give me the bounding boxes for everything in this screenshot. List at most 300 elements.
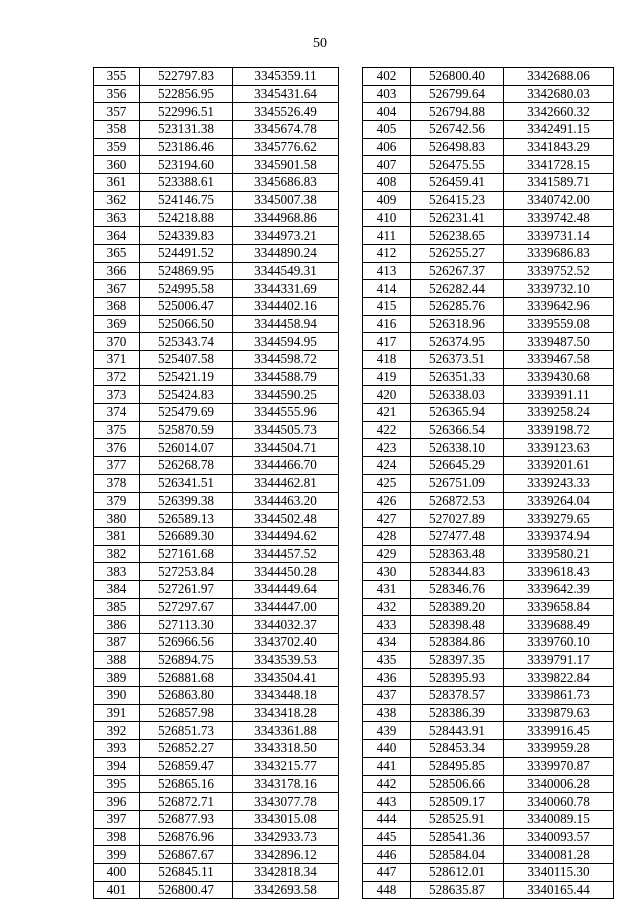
y-coordinate-cell: 3345359.11 (233, 68, 339, 86)
x-coordinate-cell: 526966.56 (140, 634, 233, 652)
point-number-cell: 446 (363, 846, 411, 864)
y-coordinate-cell: 3339264.04 (504, 492, 614, 510)
point-number-cell: 441 (363, 757, 411, 775)
y-coordinate-cell: 3344447.00 (233, 598, 339, 616)
table-row (94, 863, 339, 881)
y-coordinate-cell: 3345901.58 (233, 156, 339, 174)
table-row (363, 757, 614, 775)
point-number-cell: 421 (363, 404, 411, 422)
point-number-cell: 367 (94, 280, 140, 298)
point-number-cell: 393 (94, 740, 140, 758)
x-coordinate-cell: 523388.61 (140, 174, 233, 192)
table-row (363, 598, 614, 616)
y-coordinate-cell: 3345686.83 (233, 174, 339, 192)
point-number-cell: 432 (363, 598, 411, 616)
point-number-cell: 435 (363, 651, 411, 669)
y-coordinate-cell: 3339642.39 (504, 580, 614, 598)
x-coordinate-cell: 528525.91 (411, 810, 504, 828)
x-coordinate-cell: 526872.71 (140, 793, 233, 811)
table-row (363, 156, 614, 174)
point-number-cell: 431 (363, 580, 411, 598)
table-row (363, 262, 614, 280)
point-number-cell: 415 (363, 297, 411, 315)
point-number-cell: 411 (363, 227, 411, 245)
y-coordinate-cell: 3340742.00 (504, 191, 614, 209)
table-row (94, 687, 339, 705)
point-number-cell: 401 (94, 881, 140, 899)
y-coordinate-cell: 3344458.94 (233, 315, 339, 333)
x-coordinate-cell: 526399.38 (140, 492, 233, 510)
table-row (94, 527, 339, 545)
point-number-cell: 413 (363, 262, 411, 280)
table-row (94, 404, 339, 422)
y-coordinate-cell: 3340089.15 (504, 810, 614, 828)
table-row (363, 669, 614, 687)
table-row (94, 810, 339, 828)
x-coordinate-cell: 526845.11 (140, 863, 233, 881)
y-coordinate-cell: 3339658.84 (504, 598, 614, 616)
point-number-cell: 362 (94, 191, 140, 209)
x-coordinate-cell: 527027.89 (411, 510, 504, 528)
table-row (363, 439, 614, 457)
table-row (363, 244, 614, 262)
y-coordinate-cell: 3344457.52 (233, 545, 339, 563)
y-coordinate-cell: 3341843.29 (504, 138, 614, 156)
table-row (363, 810, 614, 828)
point-number-cell: 376 (94, 439, 140, 457)
table-row (94, 457, 339, 475)
table-row (94, 103, 339, 121)
table-row (363, 687, 614, 705)
point-number-cell: 381 (94, 527, 140, 545)
point-number-cell: 416 (363, 315, 411, 333)
x-coordinate-cell: 523186.46 (140, 138, 233, 156)
x-coordinate-cell: 526285.76 (411, 297, 504, 315)
point-number-cell: 369 (94, 315, 140, 333)
x-coordinate-cell: 526794.88 (411, 103, 504, 121)
point-number-cell: 380 (94, 510, 140, 528)
x-coordinate-cell: 528612.01 (411, 863, 504, 881)
y-coordinate-cell: 3344598.72 (233, 351, 339, 369)
y-coordinate-cell: 3339642.96 (504, 297, 614, 315)
point-number-cell: 371 (94, 351, 140, 369)
y-coordinate-cell: 3342933.73 (233, 828, 339, 846)
table-row (94, 474, 339, 492)
y-coordinate-cell: 3340115.30 (504, 863, 614, 881)
x-coordinate-cell: 527297.67 (140, 598, 233, 616)
point-number-cell: 397 (94, 810, 140, 828)
y-coordinate-cell: 3339467.58 (504, 351, 614, 369)
table-row (363, 138, 614, 156)
point-number-cell: 382 (94, 545, 140, 563)
table-row (363, 351, 614, 369)
y-coordinate-cell: 3344588.79 (233, 368, 339, 386)
y-coordinate-cell: 3339686.83 (504, 244, 614, 262)
x-coordinate-cell: 528541.36 (411, 828, 504, 846)
y-coordinate-cell: 3339959.28 (504, 740, 614, 758)
table-row (94, 828, 339, 846)
y-coordinate-cell: 3342896.12 (233, 846, 339, 864)
y-coordinate-cell: 3339731.14 (504, 227, 614, 245)
y-coordinate-cell: 3339732.10 (504, 280, 614, 298)
y-coordinate-cell: 3339123.63 (504, 439, 614, 457)
x-coordinate-cell: 523131.38 (140, 121, 233, 139)
x-coordinate-cell: 526282.44 (411, 280, 504, 298)
point-number-cell: 422 (363, 421, 411, 439)
x-coordinate-cell: 524146.75 (140, 191, 233, 209)
table-row (94, 156, 339, 174)
point-number-cell: 427 (363, 510, 411, 528)
table-row (363, 563, 614, 581)
point-number-cell: 429 (363, 545, 411, 563)
x-coordinate-cell: 528344.83 (411, 563, 504, 581)
y-coordinate-cell: 3340165.44 (504, 881, 614, 899)
y-coordinate-cell: 3344466.70 (233, 457, 339, 475)
x-coordinate-cell: 526351.33 (411, 368, 504, 386)
point-number-cell: 443 (363, 793, 411, 811)
x-coordinate-cell: 522856.95 (140, 85, 233, 103)
table-row (94, 598, 339, 616)
y-coordinate-cell: 3344449.64 (233, 580, 339, 598)
table-row (363, 191, 614, 209)
table-row (94, 634, 339, 652)
table-row (94, 563, 339, 581)
point-number-cell: 417 (363, 333, 411, 351)
x-coordinate-cell: 528584.04 (411, 846, 504, 864)
y-coordinate-cell: 3343077.78 (233, 793, 339, 811)
x-coordinate-cell: 528378.57 (411, 687, 504, 705)
point-number-cell: 387 (94, 634, 140, 652)
table-row (94, 280, 339, 298)
point-number-cell: 402 (363, 68, 411, 86)
table-row (363, 368, 614, 386)
page-number: 50 (313, 36, 327, 51)
table-row (363, 722, 614, 740)
point-number-cell: 383 (94, 563, 140, 581)
table-row (363, 634, 614, 652)
x-coordinate-cell: 526857.98 (140, 704, 233, 722)
table-row (363, 209, 614, 227)
x-coordinate-cell: 527253.84 (140, 563, 233, 581)
x-coordinate-cell: 528395.93 (411, 669, 504, 687)
x-coordinate-cell: 528453.34 (411, 740, 504, 758)
x-coordinate-cell: 525421.19 (140, 368, 233, 386)
point-number-cell: 419 (363, 368, 411, 386)
x-coordinate-cell: 526800.40 (411, 68, 504, 86)
point-number-cell: 448 (363, 881, 411, 899)
table-row (363, 704, 614, 722)
x-coordinate-cell: 526863.80 (140, 687, 233, 705)
table-row (363, 121, 614, 139)
y-coordinate-cell: 3339391.11 (504, 386, 614, 404)
y-coordinate-cell: 3345526.49 (233, 103, 339, 121)
x-coordinate-cell: 526415.23 (411, 191, 504, 209)
x-coordinate-cell: 528386.39 (411, 704, 504, 722)
y-coordinate-cell: 3342688.06 (504, 68, 614, 86)
table-row (94, 244, 339, 262)
x-coordinate-cell: 524869.95 (140, 262, 233, 280)
y-coordinate-cell: 3343702.40 (233, 634, 339, 652)
x-coordinate-cell: 527261.97 (140, 580, 233, 598)
x-coordinate-cell: 526800.47 (140, 881, 233, 899)
point-number-cell: 385 (94, 598, 140, 616)
y-coordinate-cell: 3343215.77 (233, 757, 339, 775)
x-coordinate-cell: 525343.74 (140, 333, 233, 351)
point-number-cell: 445 (363, 828, 411, 846)
y-coordinate-cell: 3340006.28 (504, 775, 614, 793)
x-coordinate-cell: 526365.94 (411, 404, 504, 422)
point-number-cell: 386 (94, 616, 140, 634)
x-coordinate-cell: 527477.48 (411, 527, 504, 545)
x-coordinate-cell: 526255.27 (411, 244, 504, 262)
point-number-cell: 410 (363, 209, 411, 227)
point-number-cell: 403 (363, 85, 411, 103)
y-coordinate-cell: 3344462.81 (233, 474, 339, 492)
y-coordinate-cell: 3341728.15 (504, 156, 614, 174)
table-row (94, 368, 339, 386)
point-number-cell: 428 (363, 527, 411, 545)
y-coordinate-cell: 3344450.28 (233, 563, 339, 581)
point-number-cell: 372 (94, 368, 140, 386)
y-coordinate-cell: 3344504.71 (233, 439, 339, 457)
point-number-cell: 433 (363, 616, 411, 634)
x-coordinate-cell: 528509.17 (411, 793, 504, 811)
x-coordinate-cell: 528443.91 (411, 722, 504, 740)
x-coordinate-cell: 526338.03 (411, 386, 504, 404)
table-row (363, 828, 614, 846)
x-coordinate-cell: 526799.64 (411, 85, 504, 103)
y-coordinate-cell: 3345007.38 (233, 191, 339, 209)
table-row (94, 704, 339, 722)
point-number-cell: 363 (94, 209, 140, 227)
table-row (363, 740, 614, 758)
y-coordinate-cell: 3339970.87 (504, 757, 614, 775)
x-coordinate-cell: 526689.30 (140, 527, 233, 545)
x-coordinate-cell: 523194.60 (140, 156, 233, 174)
x-coordinate-cell: 525870.59 (140, 421, 233, 439)
y-coordinate-cell: 3344968.86 (233, 209, 339, 227)
x-coordinate-cell: 527113.30 (140, 616, 233, 634)
y-coordinate-cell: 3344590.25 (233, 386, 339, 404)
x-coordinate-cell: 526475.55 (411, 156, 504, 174)
table-row (363, 333, 614, 351)
coordinates-table-right (362, 67, 614, 899)
x-coordinate-cell: 527161.68 (140, 545, 233, 563)
x-coordinate-cell: 526231.41 (411, 209, 504, 227)
table-row (363, 545, 614, 563)
table-row (94, 740, 339, 758)
point-number-cell: 426 (363, 492, 411, 510)
point-number-cell: 406 (363, 138, 411, 156)
x-coordinate-cell: 525479.69 (140, 404, 233, 422)
x-coordinate-cell: 526852.27 (140, 740, 233, 758)
point-number-cell: 439 (363, 722, 411, 740)
point-number-cell: 395 (94, 775, 140, 793)
point-number-cell: 388 (94, 651, 140, 669)
table-row (94, 881, 339, 899)
x-coordinate-cell: 525066.50 (140, 315, 233, 333)
point-number-cell: 398 (94, 828, 140, 846)
y-coordinate-cell: 3344463.20 (233, 492, 339, 510)
point-number-cell: 366 (94, 262, 140, 280)
x-coordinate-cell: 528363.48 (411, 545, 504, 563)
point-number-cell: 425 (363, 474, 411, 492)
point-number-cell: 400 (94, 863, 140, 881)
y-coordinate-cell: 3339559.08 (504, 315, 614, 333)
table-row (94, 85, 339, 103)
y-coordinate-cell: 3343361.88 (233, 722, 339, 740)
table-row (94, 722, 339, 740)
x-coordinate-cell: 526859.47 (140, 757, 233, 775)
y-coordinate-cell: 3345776.62 (233, 138, 339, 156)
x-coordinate-cell: 525006.47 (140, 297, 233, 315)
table-row (363, 103, 614, 121)
y-coordinate-cell: 3343178.16 (233, 775, 339, 793)
point-number-cell: 418 (363, 351, 411, 369)
y-coordinate-cell: 3339879.63 (504, 704, 614, 722)
x-coordinate-cell: 522797.83 (140, 68, 233, 86)
table-row (363, 297, 614, 315)
point-number-cell: 399 (94, 846, 140, 864)
table-row (363, 280, 614, 298)
y-coordinate-cell: 3343504.41 (233, 669, 339, 687)
y-coordinate-cell: 3339760.10 (504, 634, 614, 652)
y-coordinate-cell: 3344890.24 (233, 244, 339, 262)
y-coordinate-cell: 3339487.50 (504, 333, 614, 351)
table-row (94, 793, 339, 811)
point-number-cell: 412 (363, 244, 411, 262)
table-row (94, 492, 339, 510)
table-row (94, 421, 339, 439)
y-coordinate-cell: 3341589.71 (504, 174, 614, 192)
y-coordinate-cell: 3339861.73 (504, 687, 614, 705)
table-row (363, 616, 614, 634)
table-row (94, 315, 339, 333)
table-row (363, 457, 614, 475)
x-coordinate-cell: 524339.83 (140, 227, 233, 245)
table-row (94, 386, 339, 404)
x-coordinate-cell: 526338.10 (411, 439, 504, 457)
y-coordinate-cell: 3343448.18 (233, 687, 339, 705)
x-coordinate-cell: 526341.51 (140, 474, 233, 492)
y-coordinate-cell: 3339618.43 (504, 563, 614, 581)
x-coordinate-cell: 526851.73 (140, 722, 233, 740)
point-number-cell: 420 (363, 386, 411, 404)
y-coordinate-cell: 3339243.33 (504, 474, 614, 492)
x-coordinate-cell: 525424.83 (140, 386, 233, 404)
x-coordinate-cell: 526366.54 (411, 421, 504, 439)
table-row (94, 510, 339, 528)
point-number-cell: 370 (94, 333, 140, 351)
y-coordinate-cell: 3342818.34 (233, 863, 339, 881)
point-number-cell: 389 (94, 669, 140, 687)
x-coordinate-cell: 524218.88 (140, 209, 233, 227)
point-number-cell: 405 (363, 121, 411, 139)
table-row (363, 510, 614, 528)
table-row (94, 439, 339, 457)
point-number-cell: 365 (94, 244, 140, 262)
y-coordinate-cell: 3339742.48 (504, 209, 614, 227)
table-row (94, 262, 339, 280)
point-number-cell: 434 (363, 634, 411, 652)
table-row (94, 227, 339, 245)
y-coordinate-cell: 3344494.62 (233, 527, 339, 545)
x-coordinate-cell: 526881.68 (140, 669, 233, 687)
point-number-cell: 358 (94, 121, 140, 139)
point-number-cell: 442 (363, 775, 411, 793)
point-number-cell: 390 (94, 687, 140, 705)
x-coordinate-cell: 526238.65 (411, 227, 504, 245)
point-number-cell: 360 (94, 156, 140, 174)
table-row (94, 580, 339, 598)
table-row (94, 333, 339, 351)
x-coordinate-cell: 528346.76 (411, 580, 504, 598)
table-row (94, 651, 339, 669)
y-coordinate-cell: 3339580.21 (504, 545, 614, 563)
y-coordinate-cell: 3344032.37 (233, 616, 339, 634)
y-coordinate-cell: 3340093.57 (504, 828, 614, 846)
point-number-cell: 355 (94, 68, 140, 86)
x-coordinate-cell: 526374.95 (411, 333, 504, 351)
x-coordinate-cell: 526373.51 (411, 351, 504, 369)
x-coordinate-cell: 524491.52 (140, 244, 233, 262)
table-row (363, 227, 614, 245)
y-coordinate-cell: 3344502.48 (233, 510, 339, 528)
y-coordinate-cell: 3345431.64 (233, 85, 339, 103)
y-coordinate-cell: 3339201.61 (504, 457, 614, 475)
x-coordinate-cell: 526589.13 (140, 510, 233, 528)
y-coordinate-cell: 3344331.69 (233, 280, 339, 298)
y-coordinate-cell: 3339916.45 (504, 722, 614, 740)
y-coordinate-cell: 3340060.78 (504, 793, 614, 811)
table-row (94, 191, 339, 209)
y-coordinate-cell: 3339198.72 (504, 421, 614, 439)
x-coordinate-cell: 528397.35 (411, 651, 504, 669)
table-row (363, 174, 614, 192)
x-coordinate-cell: 528506.66 (411, 775, 504, 793)
y-coordinate-cell: 3344402.16 (233, 297, 339, 315)
point-number-cell: 368 (94, 297, 140, 315)
table-row (363, 474, 614, 492)
point-number-cell: 361 (94, 174, 140, 192)
point-number-cell: 447 (363, 863, 411, 881)
point-number-cell: 440 (363, 740, 411, 758)
point-number-cell: 359 (94, 138, 140, 156)
point-number-cell: 394 (94, 757, 140, 775)
point-number-cell: 444 (363, 810, 411, 828)
table-row (363, 85, 614, 103)
table-row (363, 315, 614, 333)
point-number-cell: 391 (94, 704, 140, 722)
y-coordinate-cell: 3343539.53 (233, 651, 339, 669)
table-row (363, 386, 614, 404)
coordinates-table-left (93, 67, 339, 899)
point-number-cell: 379 (94, 492, 140, 510)
y-coordinate-cell: 3343318.50 (233, 740, 339, 758)
point-number-cell: 356 (94, 85, 140, 103)
table-row (94, 757, 339, 775)
table-row (94, 775, 339, 793)
table-row (363, 846, 614, 864)
table-row (363, 775, 614, 793)
x-coordinate-cell: 526267.37 (411, 262, 504, 280)
table-row (363, 580, 614, 598)
table-row (94, 68, 339, 86)
point-number-cell: 424 (363, 457, 411, 475)
x-coordinate-cell: 526876.96 (140, 828, 233, 846)
point-number-cell: 357 (94, 103, 140, 121)
table-row (363, 793, 614, 811)
